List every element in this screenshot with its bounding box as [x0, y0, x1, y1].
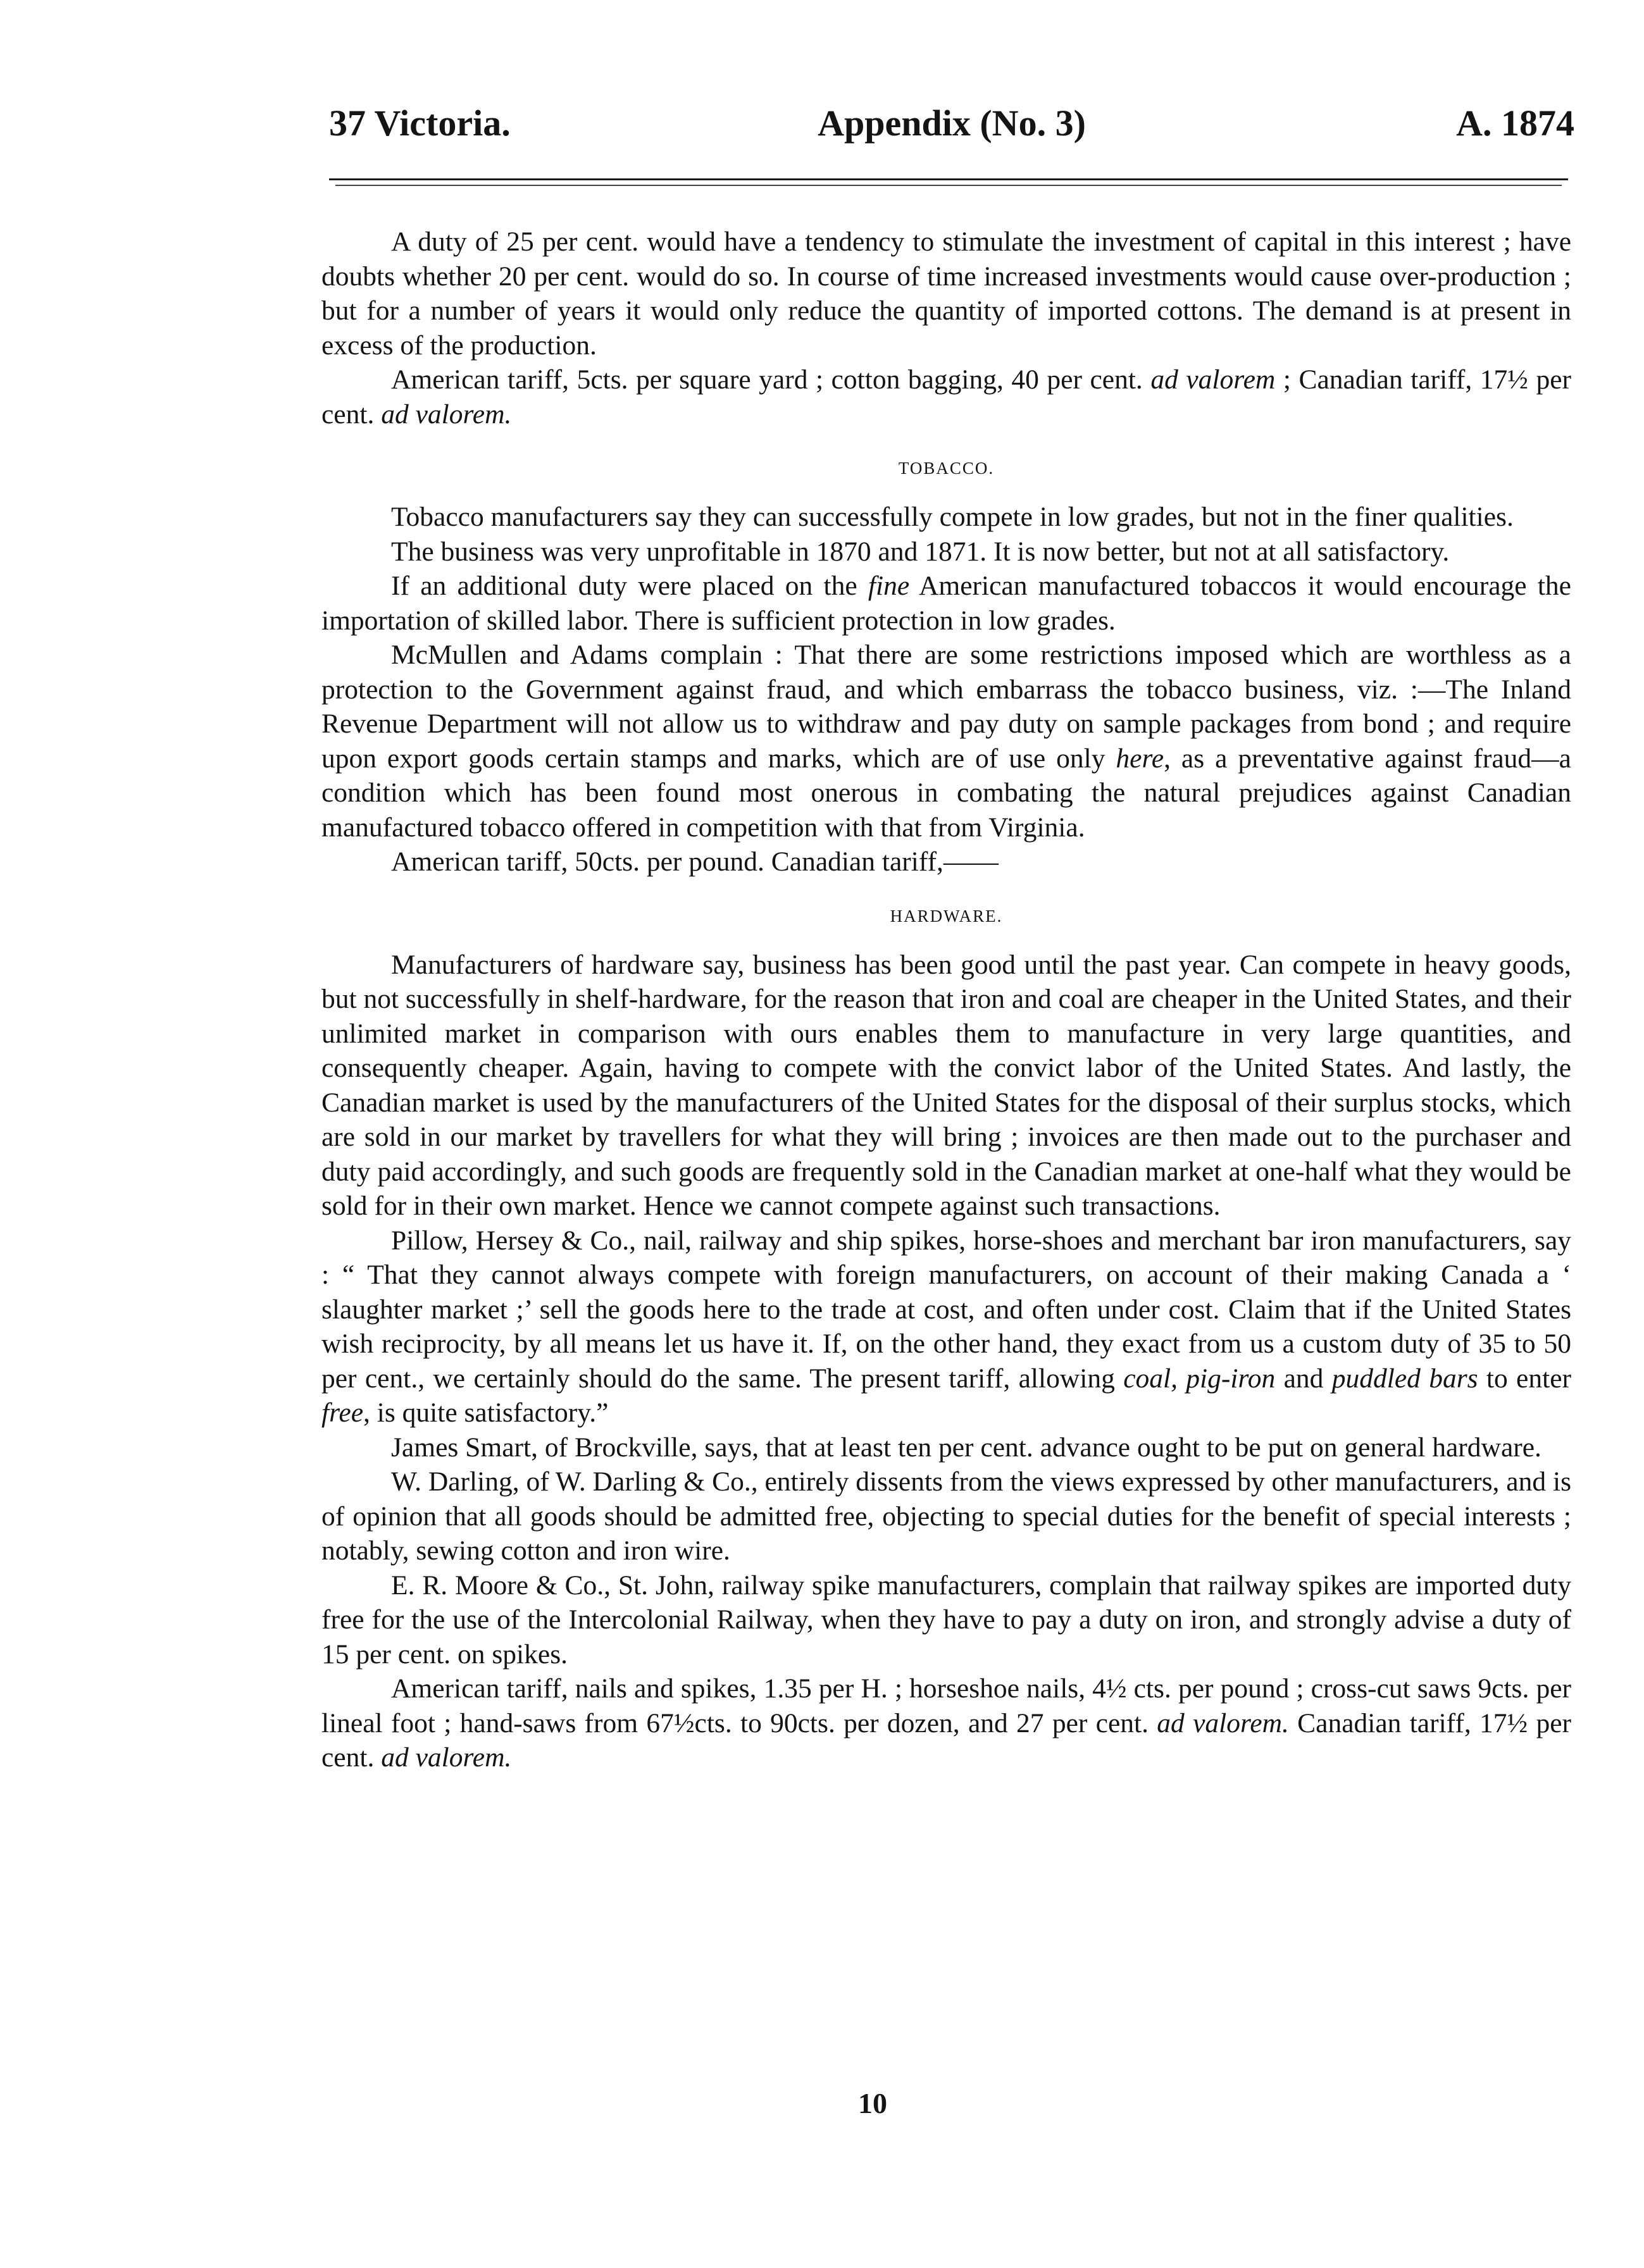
tobacco-paragraph-3 — [321, 569, 1571, 638]
text-run: , as a preventative against fraud—a condition which has been found most onerous in combating the natural prejudices against Canadian manufactured tobacco offered in competition with that from Virginia. — [321, 743, 1571, 843]
cotton-paragraph-2 — [321, 363, 1571, 431]
hardware-paragraph-5: E. R. Moore & Co., St. John, railway spike manufacturers, complain that railway spikes are imported duty free for the use of the Intercolonial Railway, when they have to pay a duty on iron, and strongly advise a duty of 15 per cent. on spikes. — [321, 1570, 1571, 1670]
section-heading-hardware: HARDWARE. — [890, 906, 1003, 926]
text-run: American manufactured tobaccos it would encourage the importation of skilled labor. There is sufficient protection in low grades. — [321, 571, 1571, 636]
italic-run: ad valorem. — [381, 1742, 512, 1773]
hardware-paragraph-1: Manufacturers of hardware say, business has been good until the past year. Can compete in heavy goods, but not successfully in shelf-hardware, for the reason that iron and coal are cheaper in the United States, and their unlimited market in comparison with ours enables them to manufacture in very large quantities, and consequently cheaper. Again, having to compete with the convict labor of the United States. And lastly, the Canadian market is used by the manufacturers of the United States for the disposal of their surplus stocks, which are sold in our market by travellers for what they will bring ; invoices are then made out to the purchaser and duty paid accordingly, and such goods are frequently sold in the Canadian market at one-half what they would be sold for in their own market. Hence we cannot compete against such transactions. — [321, 949, 1571, 1221]
hardware-paragraph-2 — [321, 1224, 1571, 1430]
hardware-paragraph-6 — [321, 1671, 1571, 1775]
text-run: to enter — [1478, 1363, 1571, 1394]
text-run: If an additional duty were placed on the — [391, 571, 868, 601]
italic-run: ad valorem. — [1157, 1707, 1289, 1738]
text-run: and — [1275, 1363, 1332, 1394]
running-header — [329, 95, 1574, 152]
text-run: Pillow, Hersey & Co., nail, railway and ship spikes, horse-shoes and merchant bar iron manufacturers, say : “ That they cannot always compete with foreign manufacturers, on account of their making Canada a ‘ slaughter market ;’ sell the goods here to the trade at cost, and often under cost. Claim that if the United States wish reciprocity, by all means let us have it. If, on the other hand, they exact from us a custom duty of 35 to 50 per cent., we certainly should do the same. The present tariff, allowing — [321, 1225, 1571, 1394]
text-run: American tariff, 5cts. per square yard ; cotton bagging, 40 per cent. — [391, 364, 1151, 395]
page-number: 10 — [858, 2087, 887, 2119]
italic-run: ad valorem. — [381, 399, 512, 430]
italic-run: puddled bars — [1331, 1363, 1478, 1394]
italic-run: ad valorem — [1150, 364, 1276, 395]
header-rule — [329, 178, 1568, 180]
tobacco-paragraph-2: The business was very unprofitable in 1870 and 1871. It is now better, but not at all satisfactory. — [391, 536, 1450, 567]
hardware-paragraph-4: W. Darling, of W. Darling & Co., entirely dissents from the views expressed by other manufacturers, and is of opinion that all goods should be admitted free, objecting to special duties for the benefit of special interests ; notably, sewing cotton and iron wire. — [321, 1466, 1571, 1566]
section-heading-tobacco: TOBACCO. — [898, 459, 995, 478]
header-appendix: Appendix (No. 3) — [818, 102, 1086, 144]
italic-run: coal, pig-iron — [1123, 1363, 1276, 1394]
text-run: McMullen and Adams complain : That there are some restrictions imposed which are worthless as a protection to the Government against fraud, and which embarrass the tobacco business, viz. :—The Inland Revenue Department will not allow us to withdraw and pay duty on sample packages from bond ; and require upon export goods certain stamps and marks, which are of use only — [321, 640, 1571, 774]
text-run: ; Canadian tariff, 17½ per cent. — [321, 364, 1571, 430]
tobacco-paragraph-4 — [321, 638, 1571, 845]
cotton-paragraph-1: A duty of 25 per cent. would have a tendency to stimulate the investment of capital in this interest ; have doubts whether 20 per cent. would do so. In course of time increased investments would cause over-production ; but for a number of years it would only reduce the quantity of imported cottons. The demand is at present in excess of the production. — [321, 226, 1571, 361]
italic-run: here — [1116, 743, 1164, 774]
text-run: , is quite satisfactory.” — [363, 1397, 609, 1428]
header-rule-secondary — [335, 185, 1562, 186]
tobacco-paragraph-1: Tobacco manufacturers say they can successfully compete in low grades, but not in the finer qualities. — [391, 502, 1514, 532]
body-text — [321, 225, 1571, 1775]
header-year: A. 1874 — [1456, 102, 1574, 144]
tobacco-paragraph-5: American tariff, 50cts. per pound. Canadian tariff,—— — [391, 846, 999, 877]
hardware-paragraph-3: James Smart, of Brockville, says, that at least ten per cent. advance ought to be put on general hardware. — [391, 1432, 1541, 1463]
header-session: 37 Victoria. — [329, 102, 511, 144]
italic-run: fine — [868, 571, 910, 601]
text-run: American tariff, nails and spikes, 1.35 per H. ; horseshoe nails, 4½ cts. per pound ; cross-cut saws 9cts. per lineal foot ; hand-saws from 67½cts. to 90cts. per dozen, and 27 per cent. — [321, 1673, 1571, 1738]
text-run: Canadian tariff, 17½ per cent. — [321, 1707, 1571, 1773]
italic-run: free — [321, 1397, 364, 1428]
